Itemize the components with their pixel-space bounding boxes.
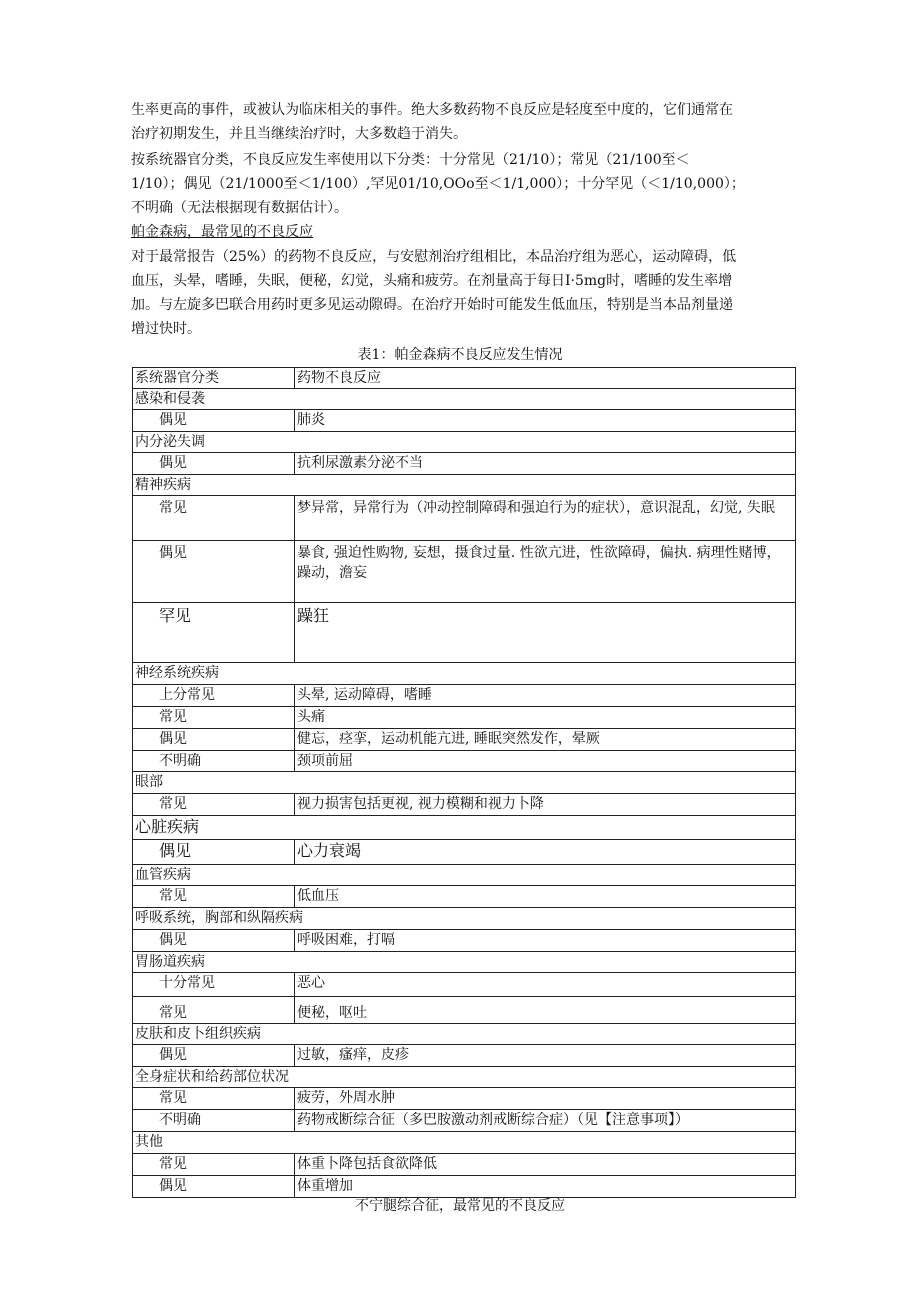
text-line: 血压，头晕，嗜睡，失眠，便秘，幻觉，头痛和疲劳。在剂量高于每日I·5mg时，嗜睡的发生率增 — [131, 273, 733, 289]
table-header-row — [133, 368, 796, 389]
table-caption: 表1：帕金森病不良反应发生情况 — [357, 347, 563, 363]
category-label: 皮肤和皮卜组织疾病 — [133, 1024, 796, 1045]
paragraph-common-reactions — [131, 245, 803, 341]
frequency-cell: 常见 — [133, 886, 295, 908]
frequency-cell: 上分常见 — [133, 685, 295, 707]
reaction-cell: 梦异常，异常行为（冲动控制障碍和强迫行为的症状），意识混乱，幻觉, 失眠 — [295, 496, 796, 541]
category-label: 感染和侵袭 — [133, 389, 796, 410]
text-line: 生率更高的事件，或被认为临床相关的事件。绝大多数药物不良反应是轻度至中度的，它们通常在 — [131, 102, 733, 118]
reaction-cell: 便秘，呕吐 — [295, 997, 796, 1024]
category-label: 神经系统疾病 — [133, 663, 796, 685]
frequency-cell: 不明确 — [133, 751, 295, 772]
category-label: 精神疾病 — [133, 475, 796, 496]
table-category-row — [133, 475, 796, 496]
category-label: 其他 — [133, 1132, 796, 1154]
adverse-reaction-table — [132, 367, 796, 1198]
reaction-cell: 头晕, 运动障碍，嗜睡 — [295, 685, 796, 707]
table-row — [133, 453, 796, 475]
frequency-cell: 偶见 — [133, 1045, 295, 1067]
frequency-cell: 不明确 — [133, 1110, 295, 1132]
table-row — [133, 840, 796, 865]
reaction-cell: 肺炎 — [295, 410, 796, 432]
text-line: 增过快时。 — [131, 321, 201, 337]
table-row — [133, 685, 796, 707]
table-row — [133, 1110, 796, 1132]
table-row — [133, 930, 796, 952]
category-label: 胃肠道疾病 — [133, 952, 796, 973]
table-category-row — [133, 1132, 796, 1154]
reaction-cell: 视力损害包括更视, 视力模糊和视力卜降 — [295, 794, 796, 816]
reaction-cell: 恶心 — [295, 973, 796, 997]
text-line: 治疗初期发生，并且当继续治疗时，大多数趋于消失。 — [131, 126, 467, 142]
table-row — [133, 1176, 796, 1198]
table-row — [133, 751, 796, 772]
table-row — [133, 1154, 796, 1176]
reaction-cell: 体重增加 — [295, 1176, 796, 1198]
table-row — [133, 729, 796, 751]
paragraph-frequency-definitions — [131, 148, 803, 220]
category-label: 全身症状和给药部位状况 — [133, 1067, 796, 1088]
text-line: 不明确（无法根据现有数据估计）。 — [131, 200, 348, 216]
table-row — [133, 496, 796, 541]
reaction-cell: 心力衰竭 — [295, 840, 796, 865]
frequency-cell: 罕见 — [133, 603, 295, 663]
category-label: 内分泌失调 — [133, 432, 796, 453]
category-label: 呼吸系统，胸部和纵隔疾病 — [133, 908, 796, 930]
table-category-row — [133, 1067, 796, 1088]
table-category-row — [133, 1024, 796, 1045]
header-organ-class: 系统器官分类 — [133, 368, 295, 389]
section-heading-parkinson — [131, 220, 803, 244]
table-category-row — [133, 772, 796, 794]
table-row — [133, 603, 796, 663]
reaction-cell: 头痛 — [295, 707, 796, 729]
table-row — [133, 707, 796, 729]
reaction-cell: 抗利尿激素分泌不当 — [295, 453, 796, 475]
text-line: 按系统器官分类，不良反应发生率使用以下分类：十分常见（21/10）；常见（21/100至＜ — [131, 152, 690, 168]
table-category-row — [133, 816, 796, 840]
reaction-cell: 药物戒断综合征（多巴胺激动剂戒断综合症）（见【注意事项】） — [295, 1110, 796, 1132]
category-label: 眼部 — [133, 772, 796, 794]
table-category-row — [133, 432, 796, 453]
table-row — [133, 997, 796, 1024]
frequency-cell: 偶见 — [133, 453, 295, 475]
paragraph-intro — [131, 98, 803, 146]
table-row — [133, 1045, 796, 1067]
text-line: 1/10）；偶见（21/1000至＜1/100）,罕见01/10,OOo至＜1/1,000）；十分罕见（＜1/10,000）； — [131, 176, 745, 192]
frequency-cell: 常见 — [133, 496, 295, 541]
frequency-cell: 常见 — [133, 1154, 295, 1176]
table-category-row — [133, 663, 796, 685]
frequency-cell: 偶见 — [133, 410, 295, 432]
frequency-cell: 偶见 — [133, 541, 295, 603]
frequency-cell: 常见 — [133, 794, 295, 816]
section-heading-restless-legs: 不宁腿综合征，最常见的不良反应 — [355, 1198, 565, 1214]
frequency-cell: 偶见 — [133, 930, 295, 952]
reaction-cell: 暴食, 强迫性购物, 妄想，摄食过量. 性欲亢进，性欲障碍，偏执. 病理性赌博，躁动，澹妄 — [295, 541, 796, 603]
table-row — [133, 973, 796, 997]
heading-text: 帕金森病，最常见的不良反应 — [131, 224, 313, 240]
reaction-cell: 体重卜降包括食欲降低 — [295, 1154, 796, 1176]
reaction-cell: 颈项前屈 — [295, 751, 796, 772]
reaction-cell: 疲劳，外周水肿 — [295, 1088, 796, 1110]
table-category-row — [133, 389, 796, 410]
category-label: 心脏疾病 — [133, 816, 796, 840]
table-row — [133, 794, 796, 816]
reaction-cell: 躁狂 — [295, 603, 796, 663]
frequency-cell: 偶见 — [133, 1176, 295, 1198]
table-row — [133, 410, 796, 432]
reaction-cell: 低血压 — [295, 886, 796, 908]
table-row — [133, 1088, 796, 1110]
frequency-cell: 十分常见 — [133, 973, 295, 997]
table-category-row — [133, 865, 796, 886]
frequency-cell: 常见 — [133, 997, 295, 1024]
frequency-cell: 常见 — [133, 1088, 295, 1110]
table-row — [133, 886, 796, 908]
reaction-cell: 健忘，痉挛，运动机能亢进, 睡眠突然发作，晕厥 — [295, 729, 796, 751]
table-category-row — [133, 952, 796, 973]
header-adverse-reaction: 药物不良反应 — [295, 368, 796, 389]
table-row — [133, 541, 796, 603]
frequency-cell: 偶见 — [133, 729, 295, 751]
frequency-cell: 常见 — [133, 707, 295, 729]
text-line: 对于最常报告（25%）的药物不良反应，与安慰剂治疗组相比，本品治疗组为恶心，运动障碍，低 — [131, 249, 737, 265]
frequency-cell: 偶见 — [133, 840, 295, 865]
reaction-cell: 过敏，瘙痒，皮疹 — [295, 1045, 796, 1067]
reaction-cell: 呼吸困难，打嗝 — [295, 930, 796, 952]
table-category-row — [133, 908, 796, 930]
text-line: 加。与左旋多巴联合用药时更多见运动隙碍。在治疗开始时可能发生低血压，特别是当本品剂量递 — [131, 297, 733, 313]
category-label: 血管疾病 — [133, 865, 796, 886]
